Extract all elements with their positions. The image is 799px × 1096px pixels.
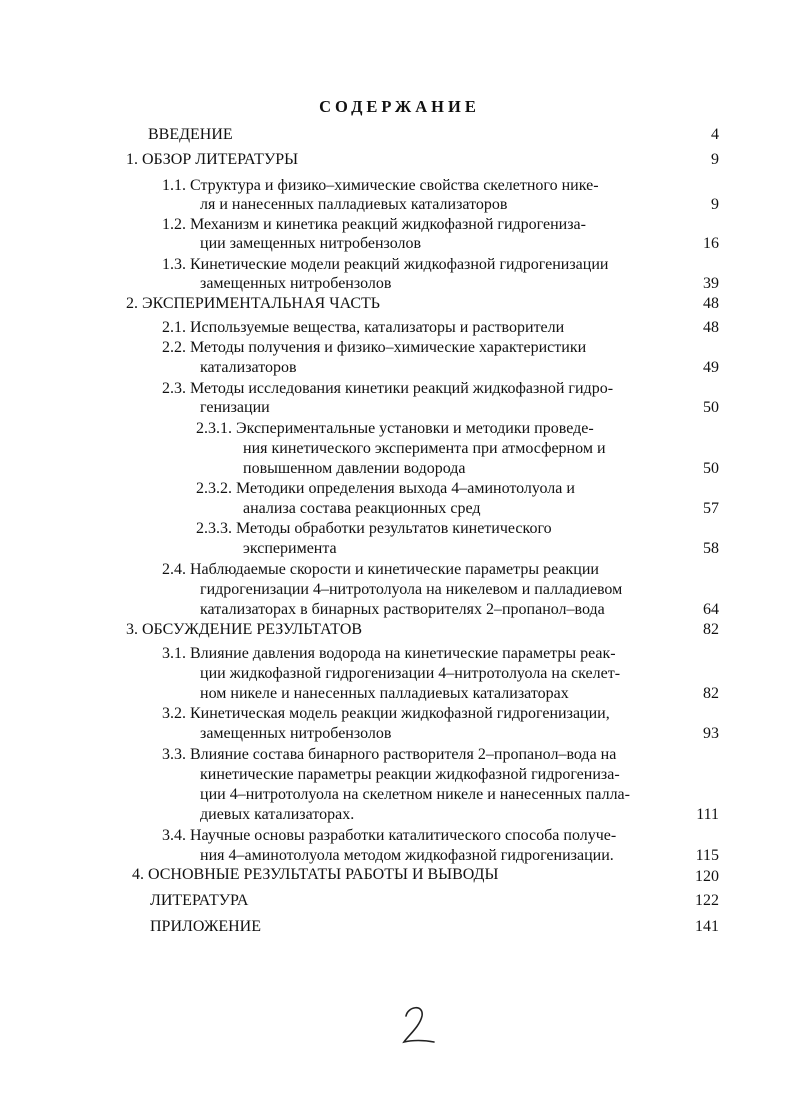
toc-page-2-2: 49 — [703, 359, 719, 376]
toc-entry-section-1: 1. ОБЗОР ЛИТЕРАТУРЫ — [126, 151, 299, 168]
toc-page-section-3: 82 — [703, 621, 719, 638]
toc-entry-1-1-line1: 1.1. Структура и физико–химические свойства скелетного нике- — [162, 177, 599, 194]
toc-page-3-1: 82 — [703, 685, 719, 702]
toc-page-1-3: 39 — [703, 275, 719, 292]
toc-entry-2-3-3-line2: эксперимента — [243, 540, 337, 557]
toc-entry-2-3-3-line1: 2.3.3. Методы обработки результатов кинетического — [196, 520, 552, 537]
toc-page-section-4: 120 — [695, 868, 719, 885]
toc-page-2-1: 48 — [703, 319, 719, 336]
toc-entry-3-1-line3: ном никеле и нанесенных палладиевых катализаторах — [200, 685, 569, 702]
toc-page-intro: 4 — [711, 126, 719, 143]
toc-entry-2-2-line2: катализаторов — [200, 359, 297, 376]
toc-page-appendix: 141 — [695, 918, 719, 935]
toc-entry-3-3-line1: 3.3. Влияние состава бинарного растворителя 2–пропанол–вода на — [162, 746, 617, 763]
toc-entry-3-2-line1: 3.2. Кинетическая модель реакции жидкофазной гидрогенизации, — [162, 705, 610, 722]
toc-entry-section-4: 4. ОСНОВНЫЕ РЕЗУЛЬТАТЫ РАБОТЫ И ВЫВОДЫ — [132, 866, 499, 883]
toc-entry-2-1: 2.1. Используемые вещества, катализаторы и растворители — [162, 319, 565, 336]
toc-page-1-2: 16 — [703, 235, 719, 252]
toc-title: СОДЕРЖАНИЕ — [319, 97, 480, 116]
toc-entry-1-2-line1: 1.2. Механизм и кинетика реакций жидкофазной гидрогениза- — [162, 216, 586, 233]
toc-entry-3-4-line1: 3.4. Научные основы разработки каталитического способа получе- — [162, 827, 617, 844]
toc-entry-2-3-1-line3: повышенном давлении водорода — [243, 460, 466, 477]
toc-page-3-2: 93 — [703, 725, 719, 742]
toc-entry-literature: ЛИТЕРАТУРА — [150, 892, 249, 909]
toc-entry-2-3-2-line2: анализа состава реакционных сред — [243, 500, 481, 517]
toc-page-literature: 122 — [695, 892, 719, 909]
toc-page-2-4: 64 — [703, 601, 719, 618]
toc-page-2-3-2: 57 — [703, 500, 719, 517]
toc-entry-3-3-line3: ции 4–нитротолуола на скелетном никеле и нанесенных палла- — [200, 786, 630, 803]
toc-entry-3-3-line4: диевых катализаторах. — [200, 806, 355, 823]
toc-page-2-3-3: 58 — [703, 540, 719, 557]
toc-entry-3-3-line2: кинетические параметры реакции жидкофазной гидрогениза- — [200, 766, 620, 783]
toc-entry-intro: ВВЕДЕНИЕ — [148, 126, 233, 143]
toc-page-1-1: 9 — [711, 196, 719, 213]
toc-entry-2-4-line3: катализаторах в бинарных растворителях 2–пропанол–вода — [200, 601, 605, 618]
toc-entry-appendix: ПРИЛОЖЕНИЕ — [150, 918, 262, 935]
handwritten-page-number — [398, 1002, 440, 1048]
toc-entry-2-3-line2: генизации — [200, 399, 270, 416]
toc-entry-2-3-1-line2: ния кинетического эксперимента при атмосферном и — [243, 440, 606, 457]
toc-entry-2-2-line1: 2.2. Методы получения и физико–химические характеристики — [162, 339, 587, 356]
toc-entry-1-1-line2: ля и нанесенных палладиевых катализаторов — [200, 196, 508, 213]
toc-entry-section-2: 2. ЭКСПЕРИМЕНТАЛЬНАЯ ЧАСТЬ — [126, 295, 380, 312]
toc-page-2-3-1: 50 — [703, 460, 719, 477]
toc-entry-1-2-line2: ции замещенных нитробензолов — [200, 235, 422, 252]
toc-entry-1-3-line2: замещенных нитробензолов — [200, 275, 392, 292]
toc-page-section-2: 48 — [703, 295, 719, 312]
toc-page-section-1: 9 — [711, 151, 719, 168]
toc-page-2-3: 50 — [703, 399, 719, 416]
toc-entry-3-1-line2: ции жидкофазной гидрогенизации 4–нитротолуола на скелет- — [200, 665, 621, 682]
toc-entry-2-4-line2: гидрогенизации 4–нитротолуола на никелевом и палладиевом — [200, 581, 623, 598]
toc-entry-3-2-line2: замещенных нитробензолов — [200, 725, 392, 742]
toc-entry-2-3-line1: 2.3. Методы исследования кинетики реакций жидкофазной гидро- — [162, 380, 614, 397]
toc-entry-1-3-line1: 1.3. Кинетические модели реакций жидкофазной гидрогенизации — [162, 256, 609, 273]
toc-entry-2-4-line1: 2.4. Наблюдаемые скорости и кинетические параметры реакции — [162, 561, 599, 578]
toc-entry-section-3: 3. ОБСУЖДЕНИЕ РЕЗУЛЬТАТОВ — [126, 621, 363, 638]
toc-entry-3-1-line1: 3.1. Влияние давления водорода на кинетические параметры реак- — [162, 645, 616, 662]
toc-entry-2-3-1-line1: 2.3.1. Экспериментальные установки и методики проведе- — [196, 420, 594, 437]
toc-entry-2-3-2-line1: 2.3.2. Методики определения выхода 4–аминотолуола и — [196, 480, 575, 497]
toc-page-3-4: 115 — [695, 847, 719, 864]
toc-page-3-3: 111 — [696, 806, 719, 823]
toc-entry-3-4-line2: ния 4–аминотолуола методом жидкофазной гидрогенизации. — [200, 847, 614, 864]
